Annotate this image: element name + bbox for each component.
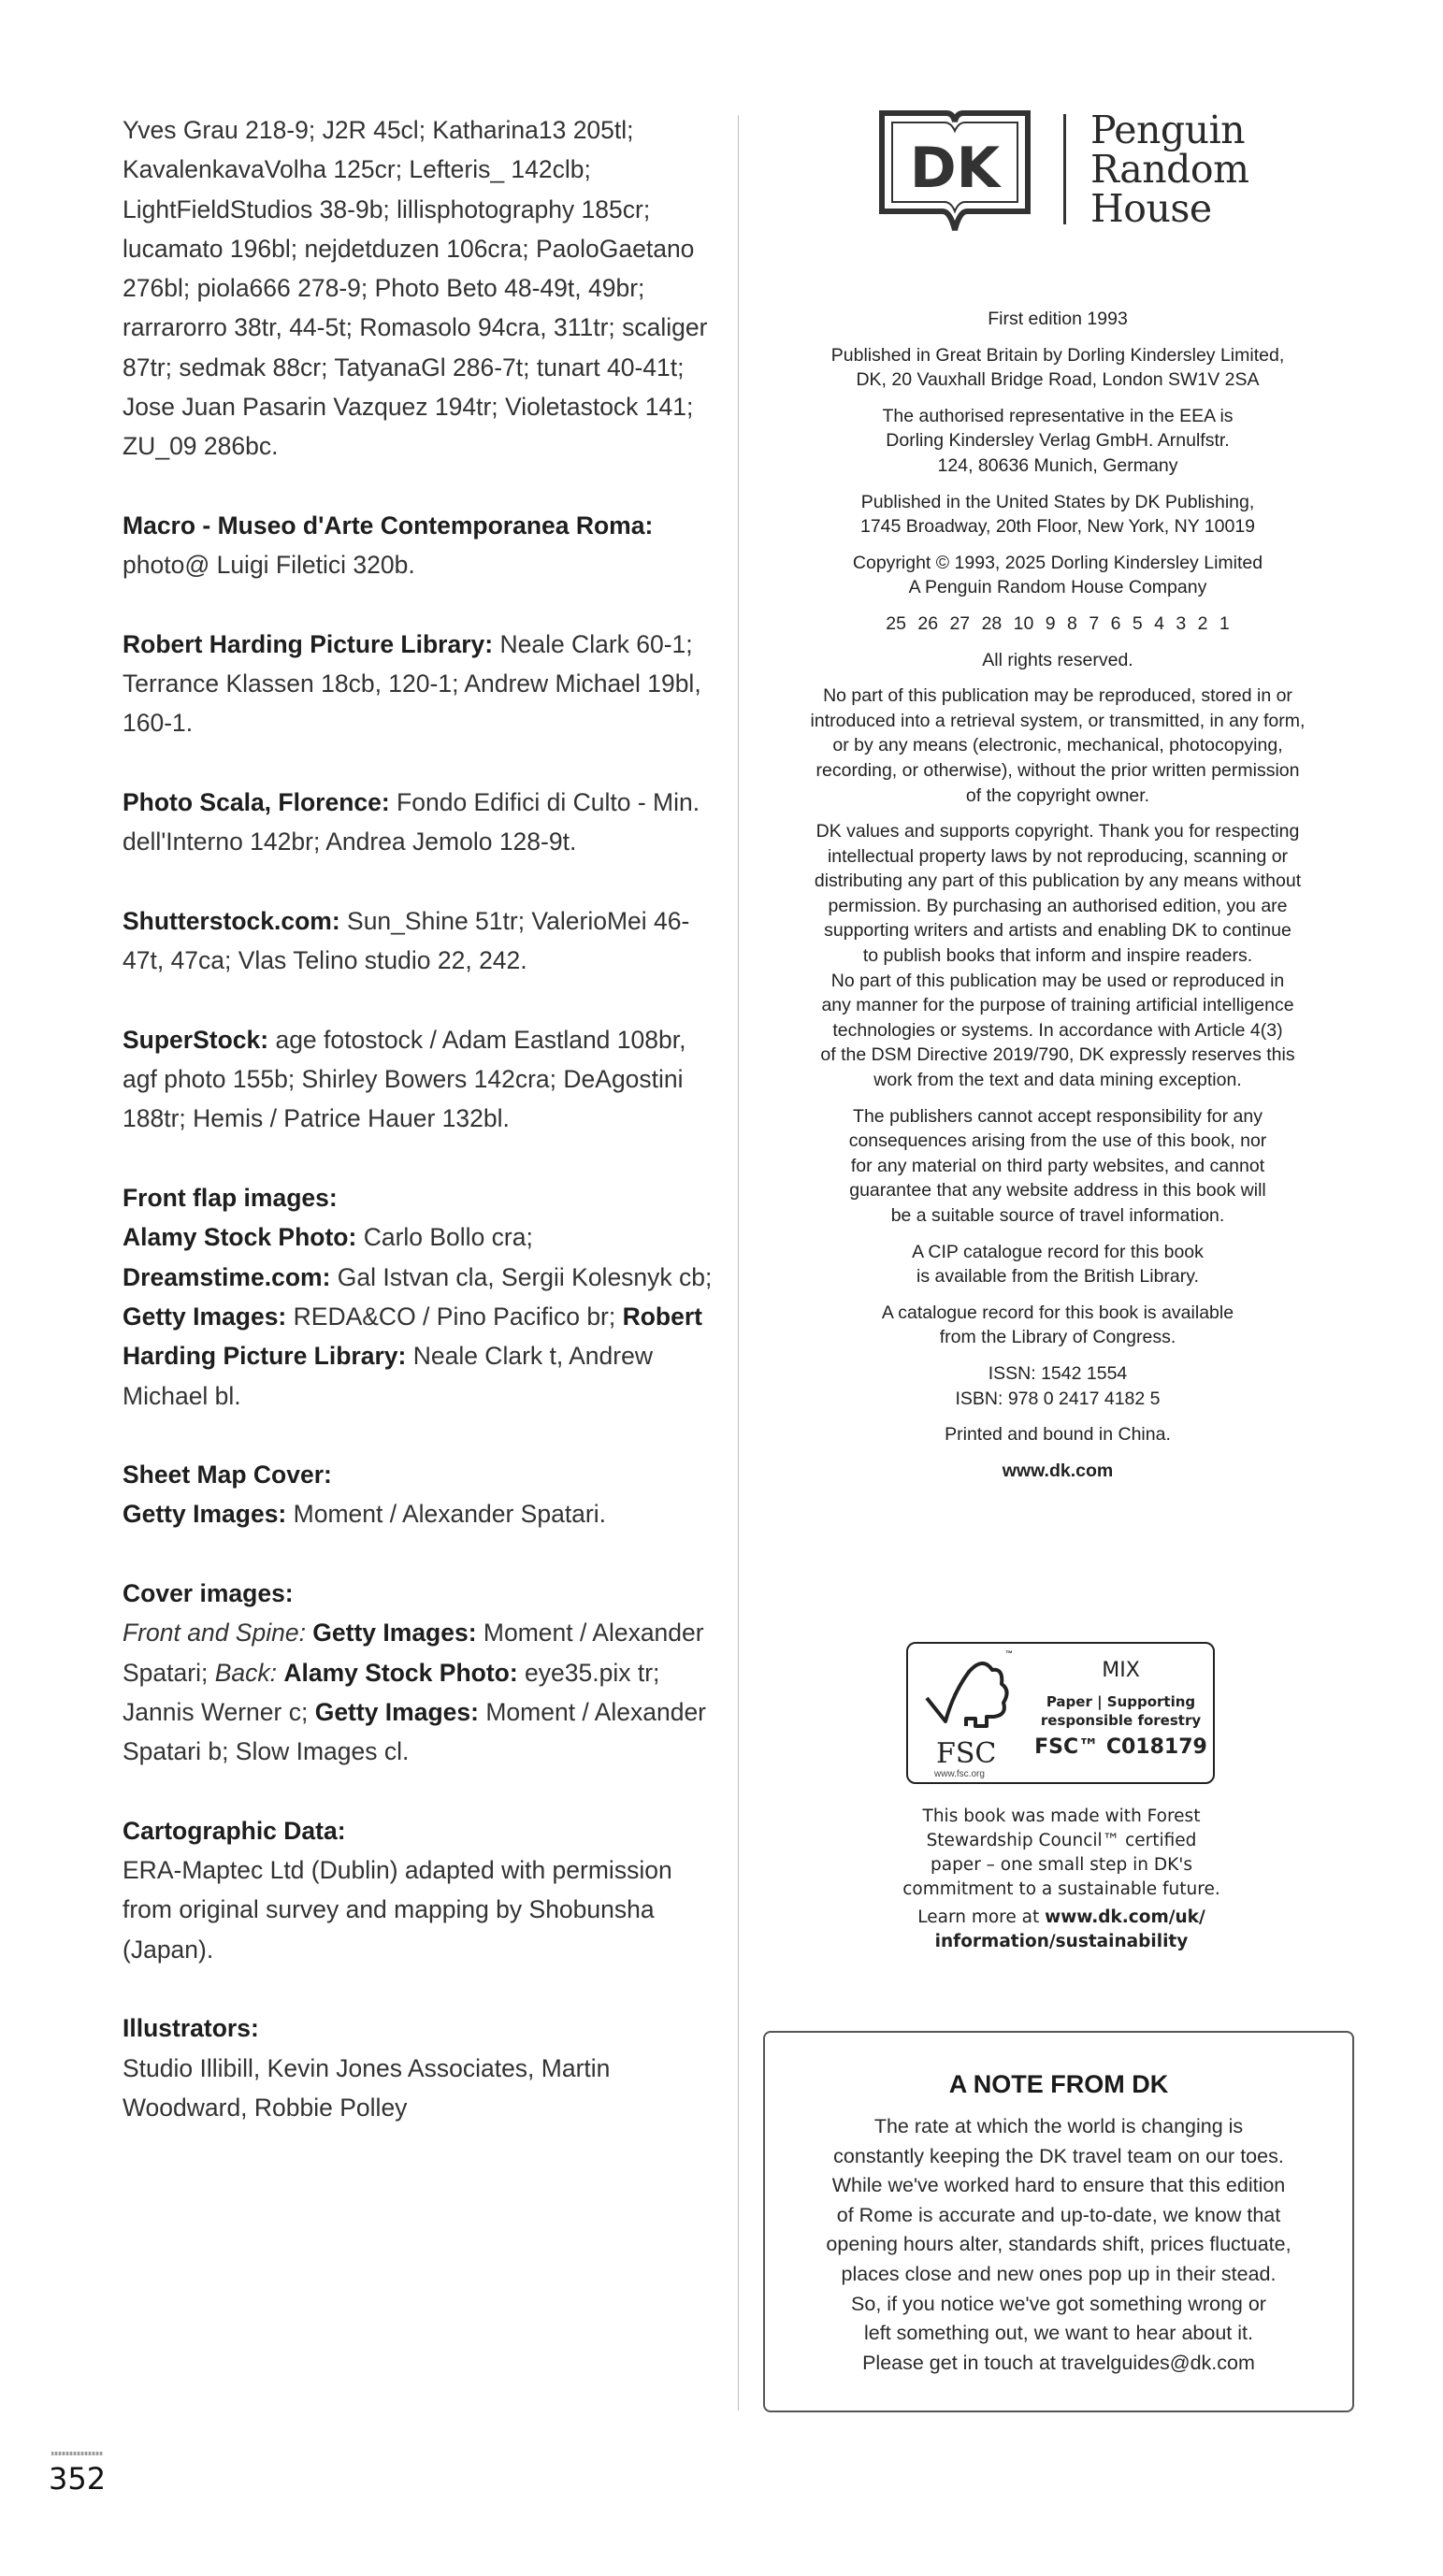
imprint-paragraph <box>767 819 1349 1093</box>
credit-section <box>123 901 721 981</box>
credit-text: Moment / Alexander Spatari. <box>293 1500 606 1529</box>
svg-text:DK: DK <box>909 136 1001 201</box>
imprint-paragraph <box>767 490 1349 540</box>
credit-text: photo@ Luigi Filetici 320b. <box>123 551 415 580</box>
imprint-paragraph <box>767 1240 1349 1289</box>
imprint-paragraph <box>767 684 1349 808</box>
credit-text: Back: <box>214 1658 284 1687</box>
credit-source: Macro - Museo d'Arte Contemporanea Roma: <box>123 511 654 540</box>
publisher-name <box>1090 108 1249 231</box>
imprint-line: 25 26 27 28 10 9 8 7 6 5 4 3 2 1 <box>886 612 1230 634</box>
credit-text: Carlo Bollo cra; <box>363 1223 533 1252</box>
imprint-paragraph <box>767 1459 1349 1484</box>
imprint-paragraph <box>767 307 1349 332</box>
imprint-paragraph <box>767 1301 1349 1350</box>
imprint-line: is available from the British Library. <box>916 1266 1199 1288</box>
imprint-line: The publishers cannot accept responsibility for any <box>853 1105 1263 1127</box>
imprint-line: introduced into a retrieval system, or transmitted, in any form, <box>810 710 1306 731</box>
imprint-line: recording, or otherwise), without the prior written permission <box>815 759 1300 781</box>
imprint-line: Printed and bound in China. <box>945 1424 1171 1446</box>
fsc-logo-word: FSC <box>936 1737 997 1770</box>
fsc-mix-label: MIX <box>1102 1659 1140 1682</box>
fsc-certification-badge <box>906 1642 1215 1784</box>
trademark-mark: ™ <box>1005 1649 1013 1658</box>
imprint-paragraph <box>767 648 1349 673</box>
imprint-line: technologies or systems. In accordance with Article 4(3) <box>832 1019 1283 1041</box>
imprint-line: of the copyright owner. <box>965 784 1150 806</box>
imprint-line: or by any means (electronic, mechanical, photocopying, <box>832 735 1283 756</box>
logo-divider <box>1063 114 1066 224</box>
credit-text: age fotostock / Adam Eastland 108br, agf photo 155b; Shirley Bowers 142cra; DeAgostini 188tr; Hemis / Patrice Hauer 132bl. <box>123 1025 686 1133</box>
credit-text: Fondo Edifici di Culto - Min. dell'Interno 142br; Andrea Jemolo 128-9t. <box>123 788 700 856</box>
credit-source: Front flap images: <box>123 1184 338 1213</box>
credit-text: REDA&CO / Pino Pacifico br; <box>293 1302 623 1331</box>
imprint-line: A catalogue record for this book is available <box>881 1302 1234 1323</box>
imprint-line: 1745 Broadway, 20th Floor, New York, NY 10019 <box>859 516 1256 538</box>
page-mark <box>51 2452 103 2455</box>
imprint-line: consequences arising from the use of this book, nor <box>848 1130 1267 1152</box>
credit-text: Yves Grau 218-9; J2R 45cl; Katharina13 205tl; KavalenkavaVolha 125cr; Lefteris_ 142clb; LightFieldStudios 38-9b; lillisphotography 185cr; lucamato 196bl; nejdetduzen 106cra; PaoloGaetano 276bl; piola666 278-9; Photo Beto 48-49t, 49br; rarrarorro 38tr, 44-5t; Romasolo 94cra, 311tr; scaliger 87tr; sedmak 88cr; TatyanaGl 286-7t; tunart 40-41t; Jose Juan Pasarin Vazquez 194tr; Violetastock 141; ZU_09 286bc. <box>123 116 708 461</box>
sustainability-link: information/sustainability <box>934 1932 1189 1951</box>
imprint-paragraph <box>767 1361 1349 1411</box>
website-link: www.dk.com <box>1002 1460 1114 1481</box>
page-number: 352 <box>49 2461 107 2497</box>
imprint-line: DK, 20 Vauxhall Bridge Road, London SW1V 2SA <box>856 369 1260 391</box>
imprint-line: permission. By purchasing an authorised edition, you are <box>828 895 1288 916</box>
imprint-line: of the DSM Directive 2019/790, DK expressly reserves this <box>820 1044 1295 1066</box>
imprint-info <box>767 307 1349 1494</box>
note-line: So, if you notice we've got something wrong or <box>851 2292 1266 2315</box>
imprint-paragraph <box>767 343 1349 393</box>
credit-source: Getty Images: <box>123 1302 294 1331</box>
credit-source: Robert Harding Picture Library: <box>123 629 500 658</box>
imprint-line: be a suitable source of travel information. <box>890 1205 1225 1226</box>
sustainability-line: paper – one small step in DK's <box>930 1855 1193 1875</box>
note-body <box>765 2112 1352 2378</box>
imprint-line: ISSN: 1542 1554 <box>988 1362 1128 1384</box>
credit-source: Shutterstock.com: <box>123 906 348 935</box>
credit-section <box>123 506 721 585</box>
credit-section <box>123 1455 721 1534</box>
credit-text: Moment / Alexander Spatari; <box>123 1619 704 1687</box>
credit-text: Neale Clark t, Andrew Michael bl. <box>123 1342 653 1410</box>
imprint-line: DK values and supports copyright. Thank you for respecting <box>815 821 1300 842</box>
note-line: left something out, we want to hear about it. <box>864 2322 1253 2345</box>
publisher-name-line: House <box>1090 186 1212 231</box>
fsc-tree-check-icon <box>917 1651 1020 1740</box>
note-line: opening hours alter, standards shift, prices fluctuate, <box>826 2233 1291 2256</box>
imprint-line: A CIP catalogue record for this book <box>912 1241 1204 1262</box>
credit-source: Alamy Stock Photo: <box>283 1658 526 1687</box>
credit-source: Photo Scala, Florence: <box>123 788 397 817</box>
credit-section <box>123 2008 721 2127</box>
note-line: The rate at which the world is changing is <box>873 2115 1244 2137</box>
credit-source: Getty Images: <box>314 1697 486 1726</box>
imprint-line: Dorling Kindersley Verlag GmbH. Arnulfstr. <box>886 430 1230 452</box>
credit-source: Illustrators: <box>123 2014 259 2043</box>
credit-source: Getty Images: <box>123 1500 294 1529</box>
learn-more-prefix: Learn more at <box>917 1907 1046 1927</box>
credit-section <box>123 783 721 862</box>
imprint-line: No part of this publication may be reproduced, stored in or <box>823 685 1292 707</box>
sustainability-link: www.dk.com/uk/ <box>1045 1907 1205 1927</box>
credit-section <box>123 1811 721 1969</box>
credit-section <box>123 625 721 743</box>
credit-source: Cartographic Data: <box>123 1816 346 1845</box>
credit-text: Front and Spine: <box>123 1619 313 1648</box>
imprint-line: from the Library of Congress. <box>939 1327 1176 1348</box>
fsc-description-line: Paper | Supporting <box>1046 1693 1196 1710</box>
imprint-paragraph <box>767 1104 1349 1229</box>
dk-book-logo-icon <box>879 110 1031 234</box>
imprint-line: to publish books that inform and inspire readers. <box>862 945 1253 967</box>
note-line: constantly keeping the DK travel team on our toes. <box>833 2144 1284 2167</box>
fsc-url: www.fsc.org <box>934 1769 985 1779</box>
imprint-line: Published in the United States by DK Publishing, <box>860 491 1255 512</box>
imprint-paragraph <box>767 404 1349 479</box>
credit-text: Sun_Shine 51tr; ValerioMei 46-47t, 47ca; Vlas Telino studio 22, 242. <box>123 906 690 975</box>
sustainability-line: Stewardship Council™ certified <box>926 1831 1197 1850</box>
sustainability-line: commitment to a sustainable future. <box>902 1879 1220 1899</box>
imprint-paragraph <box>767 612 1349 637</box>
credit-text: Moment / Alexander Spatari b; Slow Images cl. <box>123 1697 707 1766</box>
credit-section <box>123 110 721 467</box>
imprint-line: distributing any part of this publication by any means without <box>814 871 1302 892</box>
note-line: While we've worked hard to ensure that this edition <box>831 2174 1286 2197</box>
imprint-line: ISBN: 978 0 2417 4182 5 <box>955 1388 1161 1409</box>
fsc-description-line: responsible forestry <box>1040 1712 1202 1729</box>
publisher-name-line: Penguin <box>1090 108 1246 152</box>
imprint-line: A Penguin Random House Company <box>908 577 1207 598</box>
learn-more <box>870 1906 1253 1954</box>
credit-source: Alamy Stock Photo: <box>123 1223 364 1252</box>
column-divider <box>738 115 739 2411</box>
imprint-paragraph <box>767 551 1349 600</box>
credit-text: Gal Istvan cla, Sergii Kolesnyk cb; <box>337 1262 713 1291</box>
note-line: Please get in touch at travelguides@dk.com <box>862 2351 1255 2374</box>
imprint-line: No part of this publication may be used or reproduced in <box>830 970 1285 991</box>
imprint-line: for any material on third party websites, and cannot <box>850 1155 1265 1176</box>
imprint-line: The authorised representative in the EEA is <box>882 405 1234 426</box>
imprint-line: Copyright © 1993, 2025 Dorling Kindersley Limited <box>852 552 1263 573</box>
credit-source: Robert Harding Picture Library: <box>123 1302 702 1371</box>
dk-penguin-random-house-logo <box>879 110 1272 237</box>
fsc-license-code: FSC™ C018179 <box>1034 1735 1207 1759</box>
credit-section <box>123 1020 721 1139</box>
credit-text: ERA-Maptec Ltd (Dublin) adapted with permission from original survey and mapping by Shobunsha (Japan). <box>123 1856 672 1964</box>
credit-section <box>123 1178 721 1416</box>
fsc-details <box>1030 1657 1212 1759</box>
credit-source: Dreamstime.com: <box>123 1262 338 1291</box>
note-title: A NOTE FROM DK <box>948 2070 1169 2098</box>
imprint-line: First edition 1993 <box>988 309 1128 329</box>
credit-source: Sheet Map Cover: <box>123 1461 332 1489</box>
sustainability-line: This book was made with Forest <box>922 1806 1201 1826</box>
imprint-line: intellectual property laws by not reproducing, scanning or <box>827 845 1289 867</box>
imprint-line: All rights reserved. <box>982 649 1133 670</box>
imprint-line: 124, 80636 Munich, Germany <box>937 454 1178 476</box>
picture-credits <box>123 110 721 2166</box>
credit-text: eye35.pix tr; Jannis Werner c; <box>123 1658 660 1726</box>
note-line: of Rome is accurate and up-to-date, we know that <box>836 2203 1281 2226</box>
credit-source: Cover images: <box>123 1578 294 1607</box>
credit-text: Studio Illibill, Kevin Jones Associates, Martin Woodward, Robbie Polley <box>123 2053 611 2122</box>
fsc-description <box>1030 1692 1212 1730</box>
imprint-line: supporting writers and artists and enabling DK to continue <box>824 920 1291 942</box>
note-line: places close and new ones pop up in their stead. <box>841 2262 1277 2285</box>
sustainability-statement <box>870 1805 1253 1954</box>
imprint-paragraph <box>767 1422 1349 1447</box>
credit-section <box>123 1574 721 1771</box>
note-from-dk-box <box>763 2031 1354 2412</box>
imprint-line: Published in Great Britain by Dorling Kindersley Limited, <box>830 344 1285 366</box>
imprint-line: guarantee that any website address in this book will <box>849 1180 1266 1202</box>
credit-source: SuperStock: <box>123 1025 276 1054</box>
imprint-line: work from the text and data mining exception. <box>873 1070 1242 1091</box>
credit-text: Neale Clark 60-1; Terrance Klassen 18cb, 120-1; Andrew Michael 19bl, 160-1. <box>123 629 701 738</box>
publisher-name-line: Random <box>1090 147 1249 192</box>
imprint-line: any manner for the purpose of training artificial intelligence <box>821 995 1294 1016</box>
credit-source: Getty Images: <box>312 1619 483 1648</box>
